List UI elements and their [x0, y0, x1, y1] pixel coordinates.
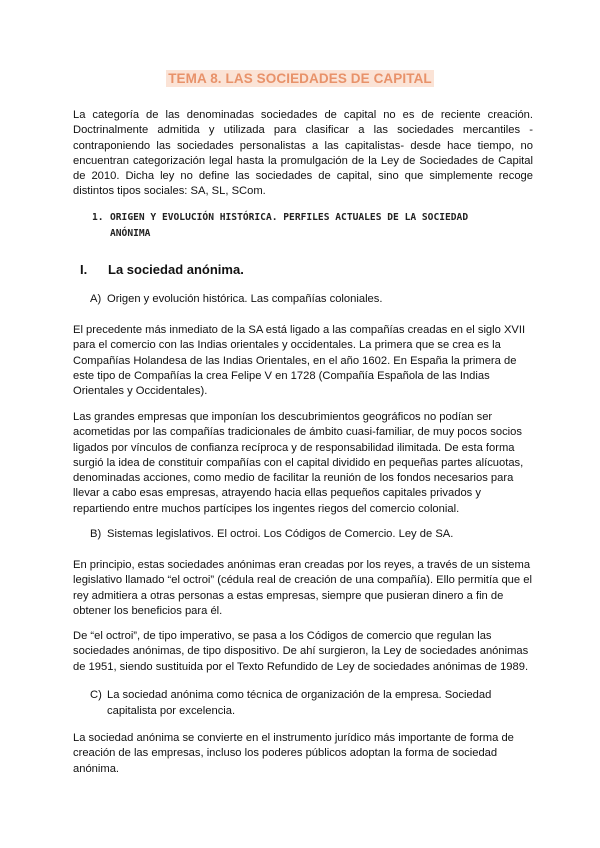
- sub-heading-a: [90, 292, 510, 308]
- intro-paragraph: La categoría de las denominadas sociedades de capital no es de reciente creación. Doctrinalmente admitida y utilizada para clasificar a las sociedades mercantiles - contraponiendo las sociedades personalistas a las capitalistas- desde hace tiempo, no encuentran categorización legal hasta la promulgación de la Ley de Sociedades de Capital de 2010. Dicha ley no define las sociedades de capital, sino que simplemente recoge distintos tipos sociales: SA, SL, SCom.: [73, 109, 533, 198]
- sub-heading-b-label: Sistemas legislativos. El octroi. Los Códigos de Comercio. Ley de SA.: [107, 528, 454, 540]
- paragraph-3: En principio, estas sociedades anónimas eran creadas por los reyes, a través de un sistema legislativo llamado “el octroi” (cédula real de creación de una compañía). Ello permitía que el rey admitiera a otras personas a estas empresas, siempre que pusieran dinero a fin de obtener los beneficios para él.: [73, 559, 532, 617]
- section-number: 1.: [92, 212, 104, 223]
- paragraph-2: Las grandes empresas que imponían los descubrimientos geográficos no podían ser acometidas por las compañías tradicionales de ámbito cuasi-familiar, de muy pocos socios ligados por vínculos de confianza recíproca y de responsabilidad ilimitada. De esta forma surgió la idea de constituir compañías con el capital dividido en pequeñas partes alícuotas, denominadas acciones, como medio de facilitar la reunión de los fondos necesarios para llevar a cabo esas empresas, atrayendo hacia ellas pequeños capitales privados y repartiendo entre muchos partícipes los ingentes riegos del comercio colonial.: [73, 411, 524, 515]
- subsection-heading: [80, 262, 244, 277]
- sub-heading-c-line1: La sociedad anónima como técnica de organización de la empresa. Sociedad: [107, 689, 492, 701]
- sub-heading-b: [90, 527, 510, 543]
- section-title-line1: ORIGEN Y EVOLUCIÓN HISTÓRICA. PERFILES ACTUALES DE LA SOCIEDAD: [110, 212, 469, 223]
- document-title: TEMA 8. LAS SOCIEDADES DE CAPITAL: [168, 71, 432, 86]
- subsection-label: La sociedad anónima.: [108, 262, 244, 277]
- sub-heading-c-line2: capitalista por excelencia.: [107, 704, 236, 717]
- section-heading: [92, 210, 537, 241]
- paragraph-5: La sociedad anónima se convierte en el instrumento jurídico más importante de forma de creación de las empresas, incluso los poderes públicos adoptan la forma de sociedad anónima.: [73, 732, 514, 775]
- sub-heading-b-letter: B): [90, 528, 102, 540]
- sub-heading-c-letter: C): [90, 689, 102, 701]
- sub-heading-c: [90, 688, 510, 719]
- sub-heading-a-label: Origen y evolución histórica. Las compañías coloniales.: [107, 293, 383, 305]
- subsection-number: I.: [80, 262, 88, 277]
- section-title-line2: ANÓNIMA: [110, 227, 151, 239]
- paragraph-1: El precedente más inmediato de la SA está ligado a las compañías creadas en el siglo XVII para el comercio con las Indias orientales y occidentales. La primera que se crea es la Compañías Holandesa de las Indias Orientales, en el año 1602. En España la primera de este tipo de Compañías la crea Felipe V en 1728 (Compañía Española de las Indias Orientales y Occidentales).: [73, 324, 526, 398]
- sub-heading-a-letter: A): [90, 293, 102, 305]
- paragraph-4: De “el octroi”, de tipo imperativo, se pasa a los Códigos de comercio que regulan las sociedades anónimas, de tipo dispositivo. De ahí surgieron, la Ley de sociedades anónimas de 1951, siendo sustituida por el Texto Refundido de Ley de sociedades anónimas de 1989.: [73, 630, 529, 673]
